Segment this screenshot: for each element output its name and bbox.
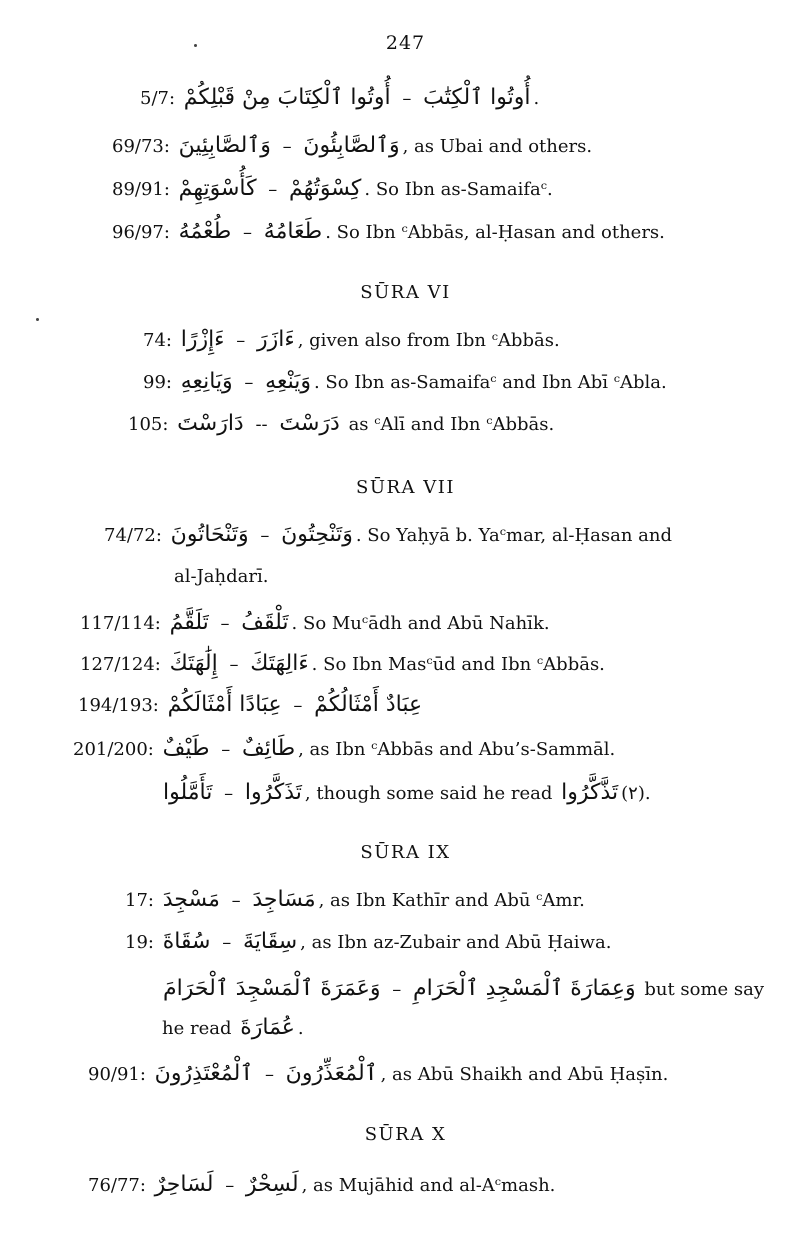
entry-5-7 [140,86,539,111]
arabic-reading: كَأُسْوَتِهِمْ [178,176,257,201]
dash: – [392,979,402,1000]
entry-continuation: al-Jaḥdarī. [174,566,269,587]
verse-ref: 74/72: [104,525,162,546]
entry-vii-117-114 [80,611,550,636]
arabic-standard: تَذَكَّرُوا [244,780,302,805]
continuation-prefix: he read [162,1018,232,1039]
entry-note: , as Ibn Kathīr and Abū ᶜAmr. [318,890,585,911]
verse-ref: 17: [125,890,154,911]
entry-vi-105 [128,412,554,437]
entry-note: . So Ibn ᶜAbbās, al-Ḥasan and others. [325,222,665,243]
heading-sura-x: SŪRA X [364,1124,447,1145]
entry-note: , as Ibn ᶜAbbās and Abu’s-Sammāl. [298,739,616,760]
entry-note: . So Ibn as-Samaifaᶜ. [364,179,553,200]
dash: – [243,222,253,243]
page-number: 247 [385,32,426,54]
arabic-alternative: تَذَّكَّرُوا [561,780,619,805]
verse-ref: 127/124: [80,654,161,675]
verse-ref: 76/77: [88,1175,146,1196]
arabic-reading: مَسْجِدَ [162,887,220,912]
entry-ix-19 [125,930,611,955]
dash: – [221,739,231,760]
arabic-reading: ءَإِزْرًا [180,327,225,352]
entry-note: , given also from Ibn ᶜAbbās. [297,330,560,351]
entry-vii-74-72 [104,523,672,548]
dash: – [220,613,230,634]
entry-note: as ᶜAlī and Ibn ᶜAbbās. [342,414,555,435]
verse-ref: 117/114: [80,613,161,634]
entry-x-76-77 [88,1173,555,1198]
entry-vii-127-124 [80,652,605,677]
arabic-reading: تَأَمَّلُوا [163,780,213,805]
verse-ref: 99: [143,372,172,393]
arabic-reading: لَسَاحِرٌ [154,1172,214,1197]
dash: – [225,1175,235,1196]
verse-ref: 5/7: [140,88,176,109]
arabic-standard: طَائِفٌ [241,736,296,761]
scan-speck [36,318,39,321]
entry-note: . So Muᶜādh and Abū Nahīk. [291,613,550,634]
entry-note: . So Ibn Masᶜūd and Ibn ᶜAbbās. [311,654,605,675]
arabic-reading: سُقَاةَ [162,929,211,954]
verse-ref: 74: [143,330,172,351]
dash: – [402,88,412,109]
arabic-standard: وَتَنْحِتُونَ [281,522,353,547]
verse-ref: 90/91: [88,1064,146,1085]
entry-vii-194-193 [78,693,425,718]
entry-note: , as Abū Shaikh and Abū Ḥaṣīn. [380,1064,669,1085]
verse-ref: 89/91: [112,179,170,200]
arabic-alternative: عُمَارَةَ [240,1015,295,1040]
arabic-reading: دَارَسْتَ [177,411,244,436]
verse-ref: 105: [128,414,169,435]
dash: – [244,372,254,393]
entry-vii-201-alt [160,781,651,806]
arabic-standard: تَلْقَفُ [241,610,289,635]
arabic-standard: ءَالِهَتَكَ [250,651,309,676]
arabic-standard: وَٱلصَّابِئُونَ [303,133,400,158]
verse-ref: 96/97: [112,222,170,243]
arabic-standard: عِبَادٌ أَمْثَالُكُمْ [314,692,423,717]
entry-ix-17 [125,888,585,913]
scan-speck [194,44,197,47]
continuation-tail: . [297,1018,304,1039]
arabic-reading: وَتَنْحَاتُونَ [170,522,249,547]
arabic-standard: دَرَسْتَ [279,411,340,436]
dash: – [260,525,270,546]
entry-89-91 [112,177,553,202]
arabic-reading: أُوتُوا ٱلْكِتَابَ مِنْ قَبْلِكُمْ [183,85,391,110]
arabic-standard: وَيَنْعِهِ [265,369,311,394]
dash: – [264,1064,274,1085]
arabic-reading: وَيَانِعِهِ [180,369,233,394]
dash: – [224,783,234,804]
arabic-standard: أُوتُوا ٱلْكِتَٰبَ [423,85,531,110]
arabic-standard: ءَازَرَ [257,327,295,352]
dash: – [231,890,241,911]
arabic-reading: إِلَٰهَتَكَ [169,651,218,676]
entry-69-73 [112,134,592,159]
entry-vii-201-200 [73,737,615,762]
heading-sura-ix: SŪRA IX [360,842,451,863]
arabic-reading: وَعَمَرَةَ ٱلْمَسْجِدَ ٱلْحَرَامَ [163,976,381,1001]
arabic-standard: مَسَاجِدَ [252,887,316,912]
entry-tail: (٢). [621,783,651,804]
dash: – [236,330,246,351]
arabic-standard: لَسِحْرٌ [245,1172,299,1197]
heading-sura-vii: SŪRA VII [356,477,455,498]
arabic-reading: طُعْمُهُ [178,219,232,244]
entry-ix-19-alt [160,977,764,1002]
dash: – [282,136,292,157]
arabic-standard: وَعِمَارَةَ ٱلْمَسْجِدِ ٱلْحَرَامِ [412,976,636,1001]
arabic-standard: ٱلْمُعَذِّرُونَ [285,1061,378,1086]
arabic-reading: تَلَقَّمُ [169,610,209,635]
entry-96-97 [112,220,665,245]
arabic-reading: عِبَادًا أَمْثَالَكُمْ [167,692,282,717]
verse-ref: 201/200: [73,739,154,760]
verse-ref: 69/73: [112,136,170,157]
dash: – [268,179,278,200]
dash: -- [255,414,268,435]
verse-ref: 19: [125,932,154,953]
dash: – [222,932,232,953]
entry-note: , though some said he read [304,783,553,804]
entry-vi-99 [143,370,667,395]
entry-vi-74 [143,328,560,353]
heading-sura-vi: SŪRA VI [360,282,451,303]
entry-note: . [533,88,540,109]
entry-continuation [162,1016,304,1041]
entry-note: . So Yaḥyā b. Yaᶜmar, al-Ḥasan and [355,525,673,546]
arabic-standard: طَعَامُهُ [263,219,323,244]
arabic-reading: طَيْفٌ [162,736,210,761]
entry-ix-90-91 [88,1062,668,1087]
entry-note: , as Ubai and others. [402,136,593,157]
arabic-standard: سِقَايَةَ [242,929,298,954]
entry-note: . So Ibn as-Samaifaᶜ and Ibn Abī ᶜAbla. [313,372,667,393]
arabic-standard: كِسْوَتُهُمْ [289,176,362,201]
entry-note: , as Ibn az-Zubair and Abū Ḥaiwa. [300,932,612,953]
dash: – [229,654,239,675]
arabic-reading: ٱلْمُعْتَذِرُونَ [154,1061,254,1086]
entry-note: , as Mujāhid and al-Aᶜmash. [301,1175,556,1196]
dash: – [293,695,303,716]
entry-note: but some say [638,979,765,1000]
verse-ref: 194/193: [78,695,159,716]
arabic-reading: وَٱلصَّابِئِينَ [178,133,271,158]
